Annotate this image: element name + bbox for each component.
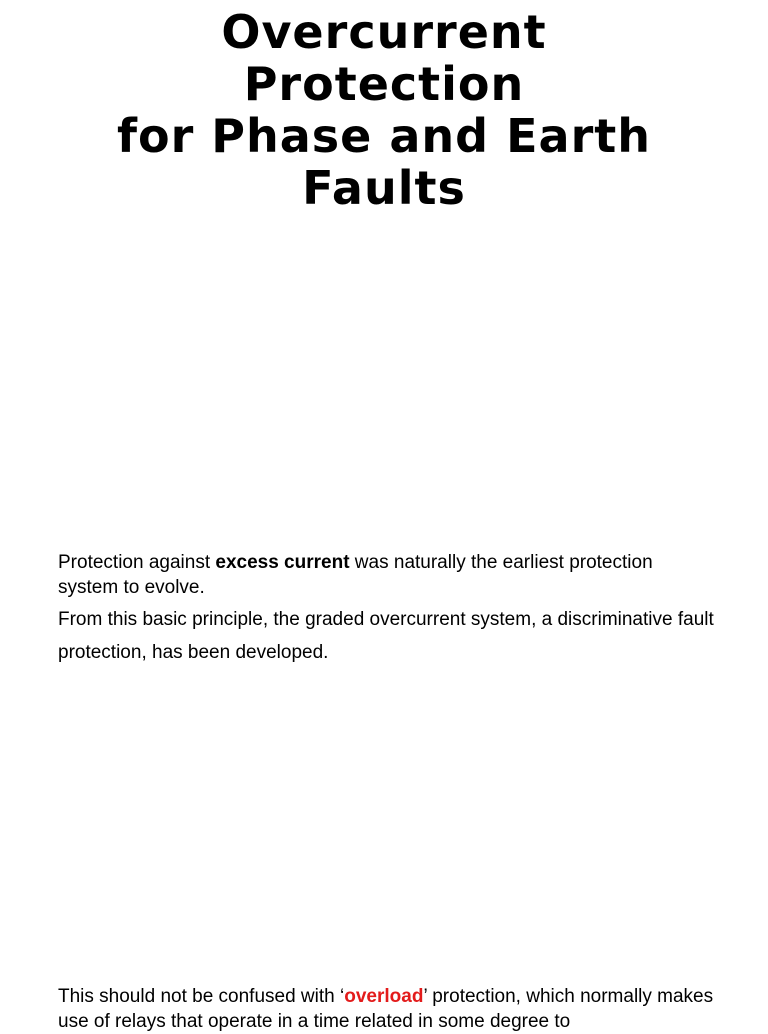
slide-title [60,6,708,214]
intro-sentence-2: From this basic principle, the graded overcurrent system, a discriminative fault protection, has been developed. [58,609,714,663]
intro-text-before: Protection against [58,552,216,573]
overload-note [58,984,718,1034]
note-text-before: This should not be confused with ‘ [58,986,345,1007]
intro-sentence-1 [58,550,718,600]
title-line-1: Overcurrent [221,5,547,59]
overload-note-paragraph [58,984,718,1034]
intro-text-after: was naturally the earliest protection system to evolve. [58,552,653,598]
note-text-after: ’ protection, which normally makes use of relays that operate in a time related in some degree to [58,986,714,1032]
excess-current-emphasis: excess current [215,552,350,573]
overload-emphasis: overload [344,986,424,1007]
title-line-2: Protection [243,57,525,111]
title-line-3: for Phase and Earth [116,109,652,163]
title-line-4: Faults [302,161,466,215]
intro-paragraph [58,550,718,669]
